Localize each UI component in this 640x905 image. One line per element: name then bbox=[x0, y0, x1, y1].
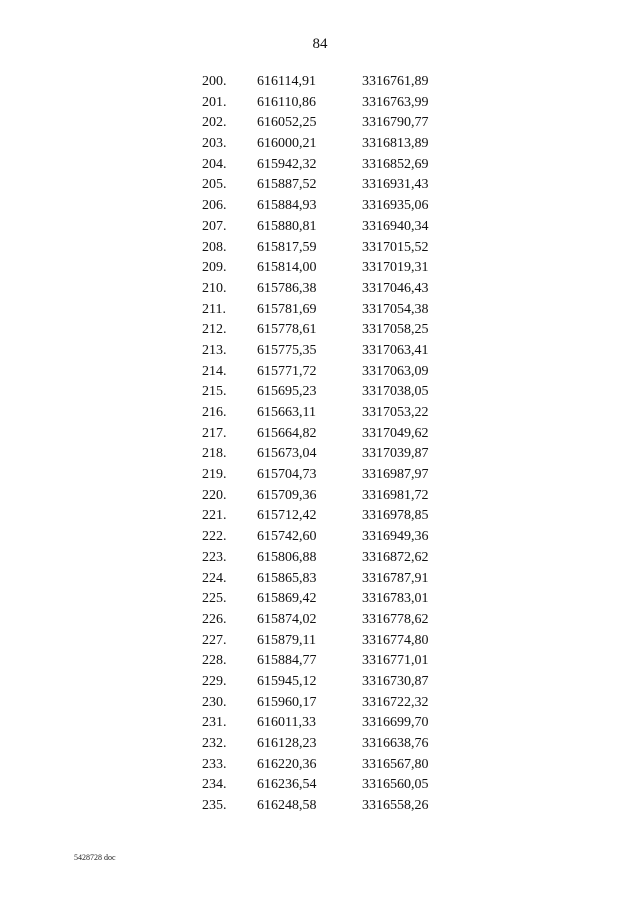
coordinate-x: 615960,17 bbox=[257, 694, 317, 710]
table-row bbox=[0, 258, 640, 279]
table-row bbox=[0, 382, 640, 403]
coordinate-y: 3316567,80 bbox=[362, 756, 429, 772]
table-row bbox=[0, 775, 640, 796]
row-number: 234. bbox=[202, 777, 227, 793]
coordinate-x: 615781,69 bbox=[257, 301, 317, 317]
row-number: 232. bbox=[202, 736, 227, 751]
coordinate-x: 615778,61 bbox=[257, 322, 317, 338]
row-number: 213. bbox=[202, 342, 227, 358]
row-number: 204. bbox=[202, 156, 227, 172]
coordinate-x: 616236,54 bbox=[257, 777, 317, 793]
table-row bbox=[0, 341, 640, 362]
table-row bbox=[0, 465, 640, 486]
coordinate-y: 3316771,01 bbox=[362, 653, 429, 669]
coordinate-y: 3316790,77 bbox=[362, 115, 429, 131]
table-row bbox=[0, 196, 640, 217]
table-row bbox=[0, 548, 640, 569]
row-number: 200. bbox=[202, 74, 227, 89]
coordinate-x: 615884,77 bbox=[257, 653, 317, 669]
coordinate-y: 3317063,09 bbox=[362, 363, 429, 379]
table-row bbox=[0, 651, 640, 672]
table-row bbox=[0, 506, 640, 527]
coordinate-table bbox=[0, 72, 640, 817]
table-row bbox=[0, 796, 640, 817]
coordinate-x: 615884,93 bbox=[257, 198, 317, 214]
row-number: 209. bbox=[202, 260, 227, 276]
table-row bbox=[0, 72, 640, 93]
row-number: 220. bbox=[202, 487, 227, 503]
coordinate-x: 615806,88 bbox=[257, 549, 317, 565]
coordinate-x: 615869,42 bbox=[257, 591, 317, 607]
coordinate-x: 615775,35 bbox=[257, 342, 317, 358]
table-row bbox=[0, 238, 640, 259]
table-row bbox=[0, 217, 640, 238]
coordinate-y: 3316638,76 bbox=[362, 736, 429, 751]
table-row bbox=[0, 362, 640, 383]
coordinate-y: 3316978,85 bbox=[362, 508, 429, 524]
coordinate-y: 3316949,36 bbox=[362, 529, 429, 545]
table-row bbox=[0, 713, 640, 734]
row-number: 230. bbox=[202, 694, 227, 710]
row-number: 233. bbox=[202, 756, 227, 772]
coordinate-y: 3316783,01 bbox=[362, 591, 429, 607]
table-row bbox=[0, 444, 640, 465]
row-number: 212. bbox=[202, 322, 227, 338]
table-row bbox=[0, 403, 640, 424]
row-number: 228. bbox=[202, 653, 227, 669]
coordinate-x: 615817,59 bbox=[257, 239, 317, 255]
table-row bbox=[0, 610, 640, 631]
table-row bbox=[0, 569, 640, 590]
row-number: 222. bbox=[202, 529, 227, 545]
row-number: 208. bbox=[202, 239, 227, 255]
row-number: 210. bbox=[202, 280, 227, 296]
coordinate-x: 615673,04 bbox=[257, 446, 317, 462]
table-row bbox=[0, 672, 640, 693]
row-number: 216. bbox=[202, 405, 227, 420]
table-row bbox=[0, 755, 640, 776]
coordinate-x: 615712,42 bbox=[257, 508, 317, 524]
row-number: 205. bbox=[202, 177, 227, 193]
row-number: 219. bbox=[202, 467, 227, 483]
coordinate-x: 616000,21 bbox=[257, 136, 317, 152]
row-number: 227. bbox=[202, 632, 227, 648]
coordinate-y: 3316787,91 bbox=[362, 570, 429, 586]
table-row bbox=[0, 527, 640, 548]
coordinate-y: 3316722,32 bbox=[362, 694, 429, 710]
row-number: 223. bbox=[202, 549, 227, 565]
table-row bbox=[0, 693, 640, 714]
coordinate-y: 3316981,72 bbox=[362, 487, 429, 503]
coordinate-x: 615742,60 bbox=[257, 529, 317, 545]
row-number: 221. bbox=[202, 508, 227, 524]
coordinate-x: 615771,72 bbox=[257, 363, 317, 379]
coordinate-y: 3316558,26 bbox=[362, 798, 429, 814]
coordinate-x: 616128,23 bbox=[257, 736, 317, 751]
coordinate-y: 3317049,62 bbox=[362, 425, 429, 441]
coordinate-y: 3316730,87 bbox=[362, 673, 429, 689]
coordinate-y: 3317015,52 bbox=[362, 239, 429, 255]
table-row bbox=[0, 279, 640, 300]
coordinate-x: 615664,82 bbox=[257, 425, 317, 441]
coordinate-y: 3316813,89 bbox=[362, 136, 429, 152]
table-row bbox=[0, 734, 640, 755]
row-number: 214. bbox=[202, 363, 227, 379]
coordinate-x: 615663,11 bbox=[257, 405, 316, 420]
row-number: 225. bbox=[202, 591, 227, 607]
row-number: 207. bbox=[202, 218, 227, 234]
table-row bbox=[0, 113, 640, 134]
coordinate-x: 615704,73 bbox=[257, 467, 317, 483]
table-row bbox=[0, 175, 640, 196]
coordinate-y: 3316699,70 bbox=[362, 715, 429, 731]
coordinate-x: 616011,33 bbox=[257, 715, 316, 731]
coordinate-y: 3316761,89 bbox=[362, 74, 429, 89]
coordinate-x: 615880,81 bbox=[257, 218, 317, 234]
coordinate-x: 615814,00 bbox=[257, 260, 317, 276]
coordinate-y: 3316940,34 bbox=[362, 218, 429, 234]
coordinate-y: 3317054,38 bbox=[362, 301, 429, 317]
table-row bbox=[0, 320, 640, 341]
coordinate-y: 3316852,69 bbox=[362, 156, 429, 172]
row-number: 206. bbox=[202, 198, 227, 214]
table-row bbox=[0, 486, 640, 507]
coordinate-y: 3317063,41 bbox=[362, 342, 429, 358]
coordinate-y: 3317038,05 bbox=[362, 384, 429, 400]
coordinate-y: 3316560,05 bbox=[362, 777, 429, 793]
row-number: 215. bbox=[202, 384, 227, 400]
table-row bbox=[0, 300, 640, 321]
footer-filename: 5428728 doc bbox=[74, 853, 116, 862]
row-number: 229. bbox=[202, 673, 227, 689]
coordinate-x: 615942,32 bbox=[257, 156, 317, 172]
coordinate-y: 3316778,62 bbox=[362, 611, 429, 627]
page-number: 84 bbox=[312, 36, 328, 52]
coordinate-x: 615786,38 bbox=[257, 280, 317, 296]
table-row bbox=[0, 134, 640, 155]
row-number: 202. bbox=[202, 115, 227, 131]
table-row bbox=[0, 631, 640, 652]
coordinate-y: 3316935,06 bbox=[362, 198, 429, 214]
table-row bbox=[0, 93, 640, 114]
row-number: 235. bbox=[202, 798, 227, 814]
coordinate-y: 3317058,25 bbox=[362, 322, 429, 338]
table-row bbox=[0, 424, 640, 445]
table-row bbox=[0, 589, 640, 610]
coordinate-y: 3316872,62 bbox=[362, 549, 429, 565]
coordinate-x: 615695,23 bbox=[257, 384, 317, 400]
row-number: 226. bbox=[202, 611, 227, 627]
coordinate-y: 3317046,43 bbox=[362, 280, 429, 296]
coordinate-x: 615945,12 bbox=[257, 673, 317, 689]
coordinate-y: 3317039,87 bbox=[362, 446, 429, 462]
coordinate-y: 3317053,22 bbox=[362, 405, 429, 420]
table-row bbox=[0, 155, 640, 176]
coordinate-x: 616220,36 bbox=[257, 756, 317, 772]
coordinate-x: 615874,02 bbox=[257, 611, 317, 627]
row-number: 203. bbox=[202, 136, 227, 152]
coordinate-x: 616110,86 bbox=[257, 94, 316, 110]
coordinate-x: 615865,83 bbox=[257, 570, 317, 586]
coordinate-x: 615887,52 bbox=[257, 177, 317, 193]
row-number: 211. bbox=[202, 301, 226, 317]
coordinate-x: 616248,58 bbox=[257, 798, 317, 814]
row-number: 217. bbox=[202, 425, 227, 441]
coordinate-y: 3316774,80 bbox=[362, 632, 429, 648]
coordinate-y: 3316931,43 bbox=[362, 177, 429, 193]
coordinate-y: 3316763,99 bbox=[362, 94, 429, 110]
row-number: 224. bbox=[202, 570, 227, 586]
row-number: 218. bbox=[202, 446, 227, 462]
coordinate-y: 3317019,31 bbox=[362, 260, 429, 276]
coordinate-y: 3316987,97 bbox=[362, 467, 429, 483]
row-number: 231. bbox=[202, 715, 227, 731]
coordinate-x: 616052,25 bbox=[257, 115, 317, 131]
coordinate-x: 615879,11 bbox=[257, 632, 316, 648]
row-number: 201. bbox=[202, 94, 227, 110]
coordinate-x: 616114,91 bbox=[257, 74, 316, 89]
coordinate-x: 615709,36 bbox=[257, 487, 317, 503]
